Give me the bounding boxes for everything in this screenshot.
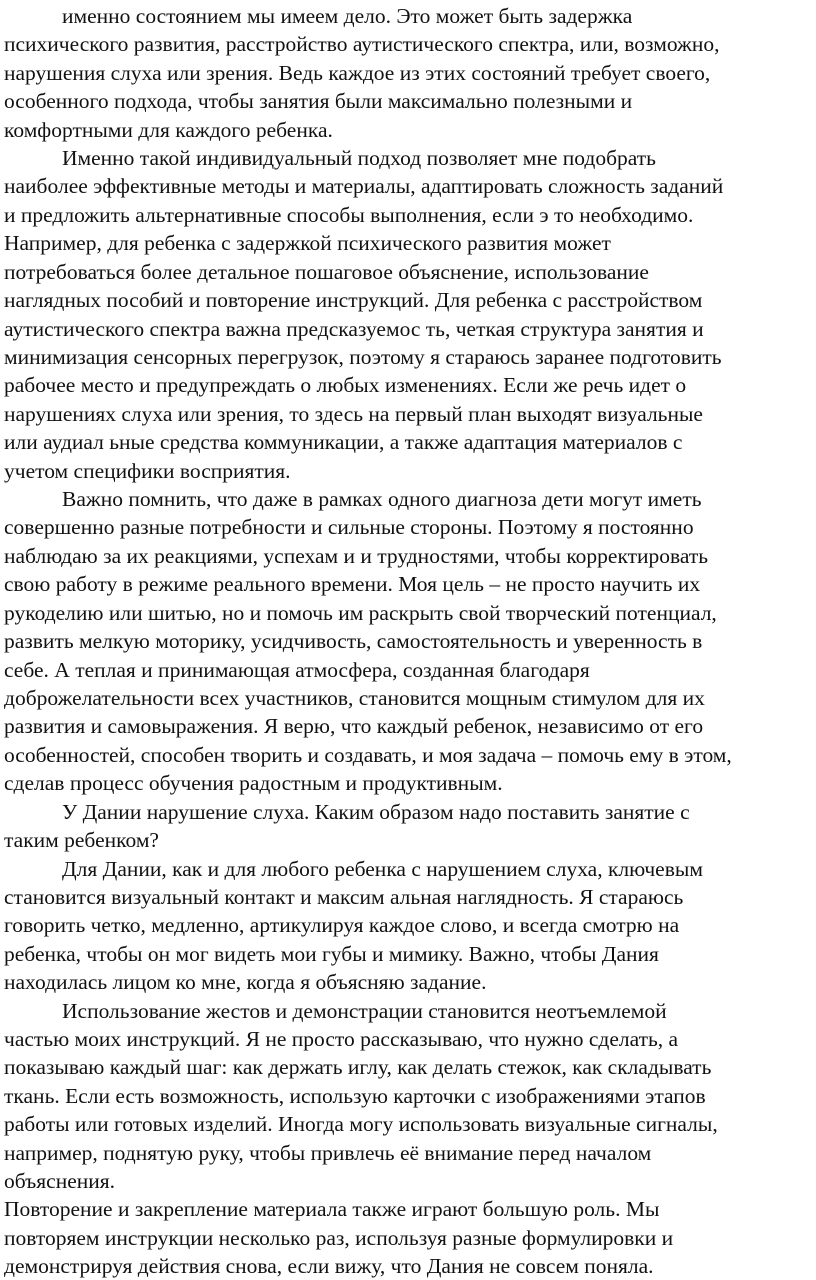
text-line: особенностей, способен творить и создавать, и моя задача – помочь ему в этом, — [4, 743, 732, 767]
text-line: показываю каждый шаг: как держать иглу, как делать стежок, как складывать — [4, 1055, 712, 1079]
text-line: психического развития, расстройство аутистического спектра, или, возможно, — [4, 32, 720, 56]
text-line: или аудиал ьные средства коммуникации, а также адаптация материалов с — [4, 430, 683, 454]
text-line: именно состоянием мы имеем дело. Это может быть задержка — [62, 4, 633, 28]
text-line: например, поднятую руку, чтобы привлечь её внимание перед началом — [4, 1141, 652, 1165]
text-line: частью моих инструкций. Я не просто рассказываю, что нужно сделать, а — [4, 1027, 679, 1051]
text-line: Именно такой индивидуальный подход позволяет мне подобрать — [62, 146, 656, 170]
text-line: таким ребенком? — [4, 828, 159, 852]
text-line: потребоваться более детальное пошаговое объяснение, использование — [4, 260, 649, 284]
text-line: свою работу в режиме реального времени. Моя цель – не просто научить их — [4, 572, 701, 596]
text-line: развития и самовыражения. Я верю, что каждый ребенок, независимо от его — [4, 714, 704, 738]
text-line: говорить четко, медленно, артикулируя каждое слово, и всегда смотрю на — [4, 913, 680, 937]
text-line: Например, для ребенка с задержкой психического развития может — [4, 231, 611, 255]
text-line: и предложить альтернативные способы выполнения, если э то необходимо. — [4, 203, 694, 227]
text-line: ткань. Если есть возможность, использую карточки с изображениями этапов — [4, 1084, 706, 1108]
text-line: аутистического спектра важна предсказуемос ть, четкая структура занятия и — [4, 317, 704, 341]
text-line: наблюдаю за их реакциями, успехам и и трудностями, чтобы корректировать — [4, 544, 709, 568]
text-line: наиболее эффективные методы и материалы, адаптировать сложность заданий — [4, 174, 724, 198]
text-line: совершенно разные потребности и сильные стороны. Поэтому я постоянно — [4, 515, 694, 539]
text-line: наглядных пособий и повторение инструкций. Для ребенка с расстройством — [4, 288, 703, 312]
text-line: повторяем инструкции несколько раз, используя разные формулировки и — [4, 1226, 674, 1250]
text-line: Для Дании, как и для любого ребенка с нарушением слуха, ключевым — [62, 857, 703, 881]
text-line: демонстрируя действия снова, если вижу, что Дания не совсем поняла. — [4, 1254, 654, 1278]
text-line: нарушениях слуха или зрения, то здесь на первый план выходят визуальные — [4, 402, 703, 426]
text-line: работы или готовых изделий. Иногда могу использовать визуальные сигналы, — [4, 1112, 718, 1136]
text-line: Использование жестов и демонстрации становится неотъемлемой — [62, 999, 667, 1023]
text-line: становится визуальный контакт и максим альная наглядность. Я стараюсь — [4, 885, 684, 909]
text-line: сделав процесс обучения радостным и продуктивным. — [4, 771, 503, 795]
text-line: учетом специфики восприятия. — [4, 459, 291, 483]
text-line: объяснения. — [4, 1169, 116, 1193]
text-line: нарушения слуха или зрения. Ведь каждое из этих состояний требует своего, — [4, 61, 711, 85]
text-line: рукоделию или шитью, но и помочь им раскрыть свой творческий потенциал, — [4, 601, 717, 625]
text-line: Повторение и закрепление материала также играют большую роль. Мы — [4, 1197, 660, 1221]
text-line: развить мелкую моторику, усидчивость, самостоятельность и уверенность в — [4, 629, 703, 653]
text-line: минимизация сенсорных перегрузок, поэтому я стараюсь заранее подготовить — [4, 345, 722, 369]
text-line: ребенка, чтобы он мог видеть мои губы и мимику. Важно, чтобы Дания — [4, 942, 659, 966]
text-line: рабочее место и предупреждать о любых изменениях. Если же речь идет о — [4, 373, 687, 397]
text-line: особенного подхода, чтобы занятия были максимально полезными и — [4, 89, 633, 113]
text-line: доброжелательности всех участников, становится мощным стимулом для их — [4, 686, 705, 710]
text-line: себе. А теплая и принимающая атмосфера, созданная благодаря — [4, 658, 590, 682]
text-line: комфортными для каждого ребенка. — [4, 118, 333, 142]
text-line: У Дании нарушение слуха. Каким образом надо поставить занятие с — [62, 800, 690, 824]
text-line: Важно помнить, что даже в рамках одного диагноза дети могут иметь — [62, 487, 702, 511]
text-line: находилась лицом ко мне, когда я объясняю задание. — [4, 970, 487, 994]
